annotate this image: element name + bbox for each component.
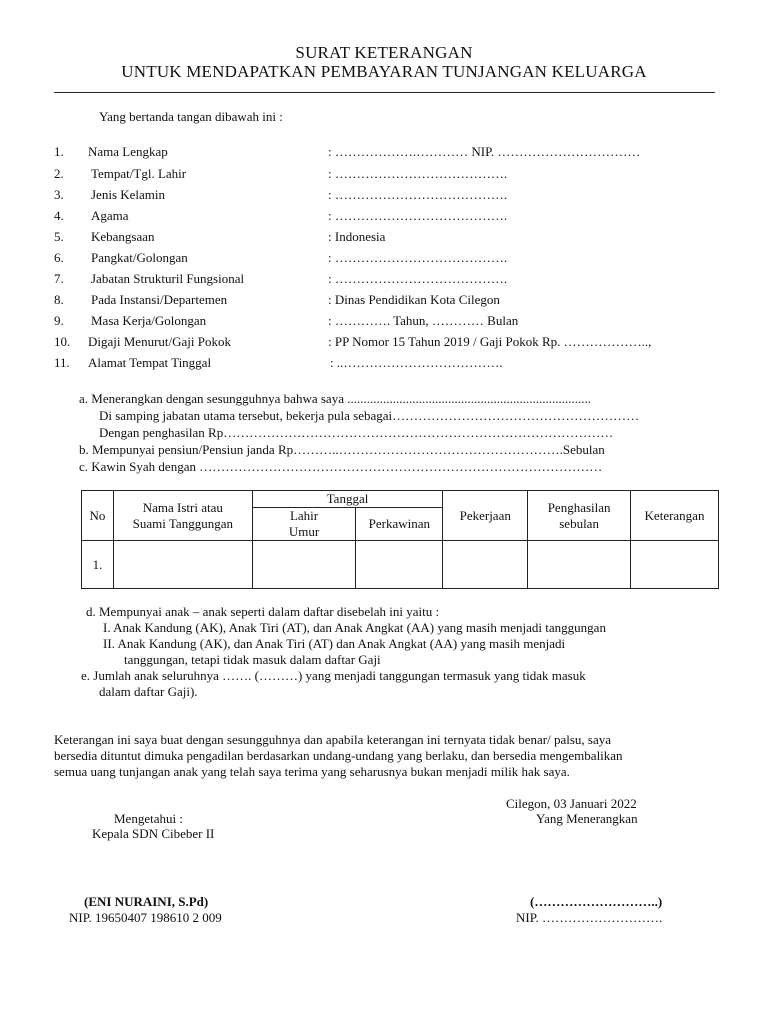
field-value: : …………………………………. [328,187,508,202]
col-header-name [113,491,252,541]
statement-d-i: I. Anak Kandung (AK), Anak Tiri (AT), dan Anak Angkat (AA) yang masih menjadi tanggungan [103,620,606,635]
field-value: : ..………………………………. [330,355,503,370]
col-header-keterangan: Keterangan [631,491,719,541]
field-label: Kebangsaan [91,229,155,244]
row-cell [528,541,631,589]
approver-role: Kepala SDN Cibeber II [92,826,215,841]
col-header-penghasilan-line1: Penghasilan [547,499,611,515]
approver-nip: NIP. 19650407 198610 2 009 [69,910,222,925]
statement-a-income: Dengan penghasilan Rp……………………………………………………………………………… [99,425,614,440]
field-no: 10. [54,334,71,349]
field-value: : …………………………………. [328,271,508,286]
col-header-name-line2: Suami Tanggungan [132,515,233,531]
field-no: 7. [54,271,64,286]
field-no: 9. [54,313,64,328]
doc-title-line1: SURAT KETERANGAN [295,43,473,62]
doc-title-line2: UNTUK MENDAPATKAN PEMBAYARAN TUNJANGAN KELUARGA [121,62,647,81]
field-no: 1. [54,144,64,159]
col-header-perkawinan: Perkawinan [356,508,443,541]
col-header-penghasilan [528,491,631,541]
table-row [82,541,719,589]
field-value: : Indonesia [328,229,386,244]
field-no: 8. [54,292,64,307]
field-no: 5. [54,229,64,244]
col-header-lahir [252,508,356,541]
field-label: Jabatan Strukturil Fungsional [91,271,245,286]
field-value: : Dinas Pendidikan Kota Cilegon [328,292,500,307]
field-label: Pangkat/Golongan [91,250,188,265]
field-no: 11. [54,355,70,370]
field-no: 4. [54,208,64,223]
field-no: 6. [54,250,64,265]
row-cell [443,541,528,589]
field-no: 3. [54,187,64,202]
title-divider [54,92,715,93]
row-cell [113,541,252,589]
col-header-name-line1: Nama Istri atau [142,499,223,515]
signer-role: Yang Menerangkan [536,811,638,826]
intro-text: Yang bertanda tangan dibawah ini : [99,109,283,124]
row-cell [631,541,719,589]
field-label: Pada Instansi/Departemen [91,292,228,307]
closing-line1: Keterangan ini saya buat dengan sesungguhnya dan apabila keterangan ini ternyata tidak benar/ palsu, saya [54,732,611,747]
col-header-lahir-line1: Lahir [289,508,319,523]
statement-a-job: Di samping jabatan utama tersebut, bekerja pula sebagai………………………………………………… [99,408,640,423]
approver-label: Mengetahui : [114,811,183,826]
field-label: Digaji Menurut/Gaji Pokok [88,334,231,349]
approver-name: (ENI NURAINI, S.Pd) [84,894,209,909]
field-label: Alamat Tempat Tinggal [88,355,212,370]
place-date: Cilegon, 03 Januari 2022 [506,796,637,811]
closing-line2: bersedia dituntut dimuka pengadilan berdasarkan undang-undang yang berlaku, dan bersedia mengembalikan [54,748,623,763]
col-header-penghasilan-line2: sebulan [559,515,599,531]
statement-c: c. Kawin Syah dengan ………………………………………………………………………………… [79,459,603,474]
col-header-tanggal: Tanggal [252,491,443,508]
field-no: 2. [54,166,64,181]
statement-d-ii: II. Anak Kandung (AK), dan Anak Tiri (AT) dan Anak Angkat (AA) yang masih menjadi [103,636,566,651]
field-label: Agama [91,208,129,223]
col-header-no: No [82,491,114,541]
row-cell [252,541,356,589]
field-label: Masa Kerja/Golongan [91,313,207,328]
closing-line3: semua uang tunjangan anak yang telah saya terima yang seharusnya bukan menjadi milik hak saya. [54,764,570,779]
statement-d: d. Mempunyai anak – anak seperti dalam daftar disebelah ini yaitu : [86,604,440,619]
col-header-lahir-line2: Umur [288,524,320,539]
statement-e: e. Jumlah anak seluruhnya ……. (………) yang menjadi tanggungan termasuk yang tidak masuk [81,668,586,683]
statement-b: b. Mempunyai pensiun/Pensiun janda Rp………..…………………………………………….Sebulan [79,442,605,457]
field-value: : …………………………………. [328,208,508,223]
field-label: Nama Lengkap [88,144,168,159]
field-value: : PP Nomor 15 Tahun 2019 / Gaji Pokok Rp. ……………….., [328,334,652,349]
signer-name: (………………………..) [530,894,663,909]
spouse-table [81,490,719,589]
field-value: : ……………….………… NIP. …………………………… [328,144,641,159]
signer-nip: NIP. ………………………. [516,910,663,925]
row-cell [356,541,443,589]
col-header-pekerjaan: Pekerjaan [443,491,528,541]
row-no: 1. [82,541,114,589]
field-value: : …………. Tahun, ………… Bulan [328,313,519,328]
statement-e-cont: dalam daftar Gaji). [99,684,198,699]
field-label: Tempat/Tgl. Lahir [91,166,187,181]
field-value: : …………………………………. [328,166,508,181]
field-value: : …………………………………. [328,250,508,265]
field-label: Jenis Kelamin [91,187,166,202]
statement-d-ii-cont: tanggungan, tetapi tidak masuk dalam daftar Gaji [124,652,381,667]
statement-a: a. Menerangkan dengan sesungguhnya bahwa saya ........................................................................... [79,391,591,406]
